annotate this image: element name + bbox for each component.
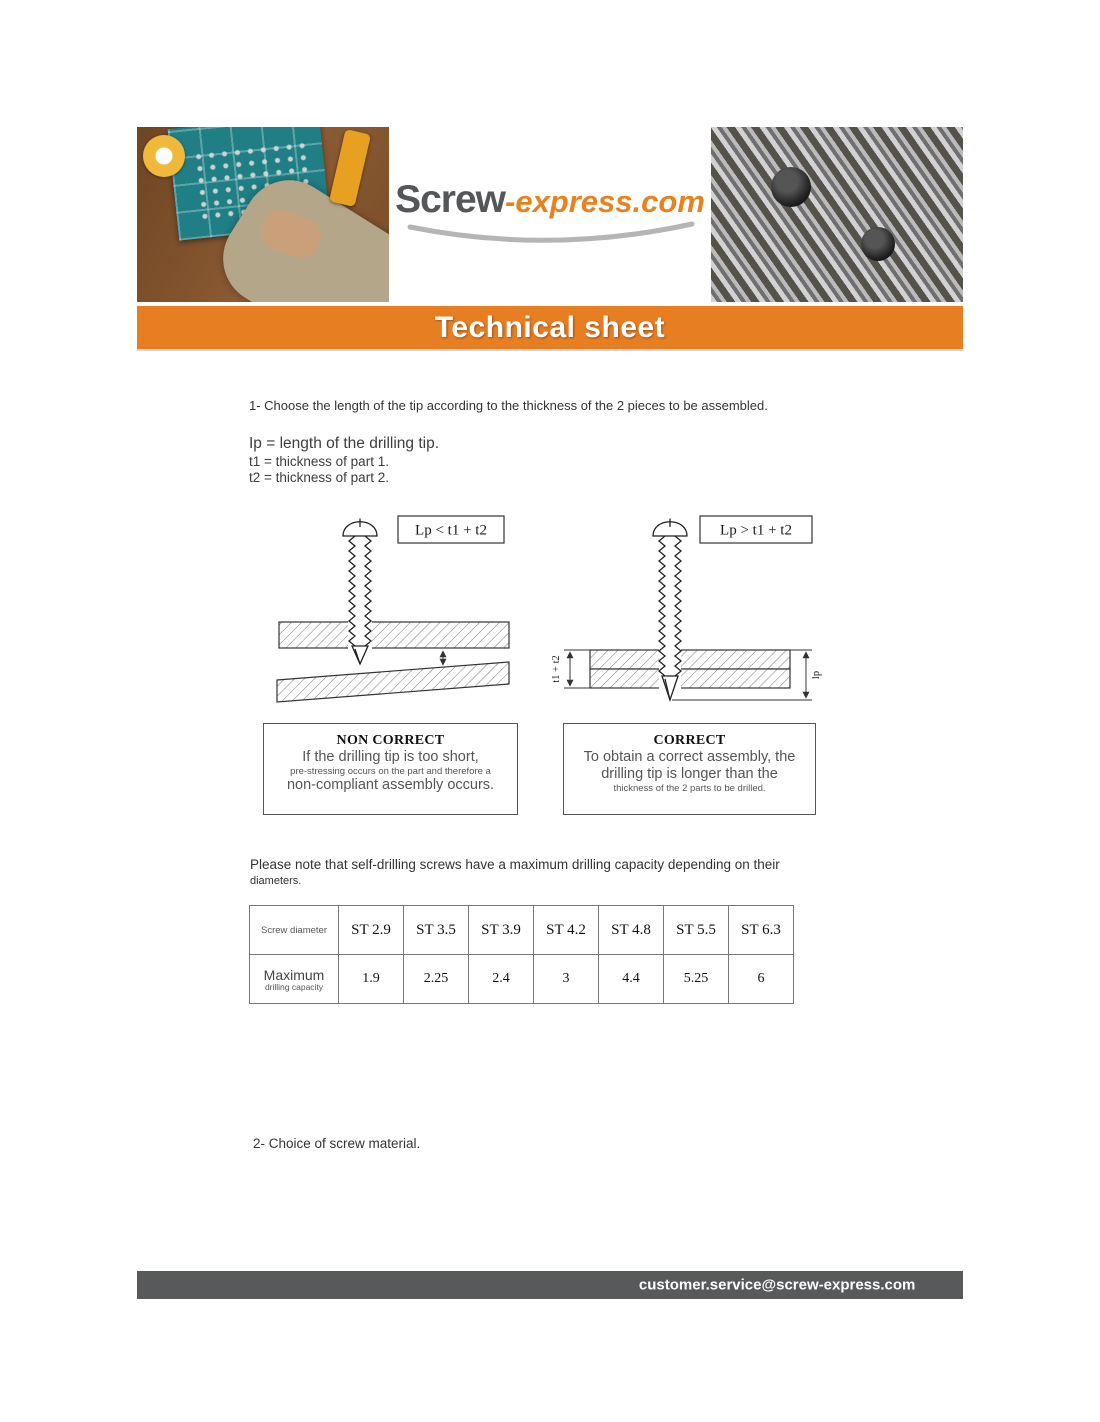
note-line1: Please note that self-drilling screws have a maximum drilling capacity depending on their xyxy=(250,857,780,872)
drill-photo-shape xyxy=(329,129,371,207)
table-cell-capacity: 5.25 xyxy=(664,955,729,1004)
logo-express-text: -express.com xyxy=(505,184,705,219)
max-sub-label: drilling capacity xyxy=(264,981,324,992)
page-title: Technical sheet xyxy=(434,311,666,344)
plate-2 xyxy=(590,669,790,688)
legend-t1: t1 = thickness of part 1. xyxy=(249,454,389,469)
header-photo-left xyxy=(137,127,389,302)
step1-intro: 1- Choose the length of the tip according to the thickness of the 2 pieces to be assembled. xyxy=(249,398,768,413)
note-line2: diameters. xyxy=(250,875,302,887)
header-photo-right xyxy=(711,127,963,302)
correct-line2: drilling tip is longer than the xyxy=(601,766,778,782)
customer-service-email: customer.service@screw-express.com xyxy=(638,1276,916,1294)
table-cell-diameter: ST 4.2 xyxy=(534,906,599,955)
screw-head-photo-shape xyxy=(861,227,895,261)
correct-line3: thickness of the 2 parts to be drilled. xyxy=(613,783,766,794)
footer-bar xyxy=(137,1271,963,1299)
table-cell-capacity: 3 xyxy=(534,955,599,1004)
dimension-thickness xyxy=(551,650,590,688)
verdict-boxes xyxy=(137,723,963,817)
table-cell-diameter: ST 6.3 xyxy=(729,906,794,955)
non-correct-title: NON CORRECT xyxy=(336,733,445,748)
table-cell-capacity: 4.4 xyxy=(599,955,664,1004)
logo-screw-text: Screw xyxy=(395,178,505,221)
table-row2-header xyxy=(250,955,339,1004)
dim-thickness-label: t1 + t2 xyxy=(551,655,562,683)
non-correct-line1: If the drilling tip is too short, xyxy=(302,749,479,765)
correct-line1: To obtain a correct assembly, the xyxy=(583,749,796,765)
step2-title: 2- Choice of screw material. xyxy=(253,1136,421,1151)
plate-1 xyxy=(590,650,790,669)
table-cell-diameter: ST 4.8 xyxy=(599,906,664,955)
diagram-correct xyxy=(550,510,840,715)
legend xyxy=(249,433,963,486)
table-row-diameters xyxy=(250,906,794,955)
non-correct-box xyxy=(263,723,518,815)
legend-t2: t2 = thickness of part 2. xyxy=(249,470,389,485)
non-correct-line2: pre-stressing occurs on the part and therefore a xyxy=(290,766,491,777)
table-cell-capacity: 6 xyxy=(729,955,794,1004)
table-cell-capacity: 1.9 xyxy=(339,955,404,1004)
tape-measure-photo-shape xyxy=(143,135,185,177)
capacity-note xyxy=(250,857,963,887)
table-col0-header: Screw diameter xyxy=(250,906,339,955)
table-cell-diameter: ST 2.9 xyxy=(339,906,404,955)
banner xyxy=(137,306,963,351)
technical-sheet-page xyxy=(137,127,963,1299)
table-row-capacities xyxy=(250,955,794,1004)
header xyxy=(137,127,963,302)
screw-head-photo-shape xyxy=(771,167,811,207)
drill-tip xyxy=(352,646,368,664)
table-cell-diameter: ST 3.5 xyxy=(404,906,469,955)
table-cell-diameter: ST 3.9 xyxy=(469,906,534,955)
diagrams xyxy=(137,510,963,715)
diagram-right-formula: Lp > t1 + t2 xyxy=(720,522,792,539)
correct-title: CORRECT xyxy=(653,733,726,748)
diagram-left-formula: Lp < t1 + t2 xyxy=(415,522,487,539)
logo-swoosh xyxy=(400,221,700,249)
logo xyxy=(389,127,711,302)
diagram-non-correct xyxy=(265,510,535,715)
legend-lp: Ip = length of the drilling tip. xyxy=(249,435,439,452)
non-correct-line3: non-compliant assembly occurs. xyxy=(286,777,495,793)
dim-tip-label: lp xyxy=(811,670,822,680)
drilling-capacity-table xyxy=(249,905,794,1004)
content xyxy=(137,398,963,1151)
plate-1 xyxy=(279,622,509,648)
table-cell-capacity: 2.4 xyxy=(469,955,534,1004)
table-cell-diameter: ST 5.5 xyxy=(664,906,729,955)
plate-2-tilted xyxy=(277,662,509,702)
max-label: Maximum xyxy=(263,966,325,983)
table-cell-capacity: 2.25 xyxy=(404,955,469,1004)
correct-box xyxy=(563,723,816,815)
logo-text xyxy=(395,180,705,219)
